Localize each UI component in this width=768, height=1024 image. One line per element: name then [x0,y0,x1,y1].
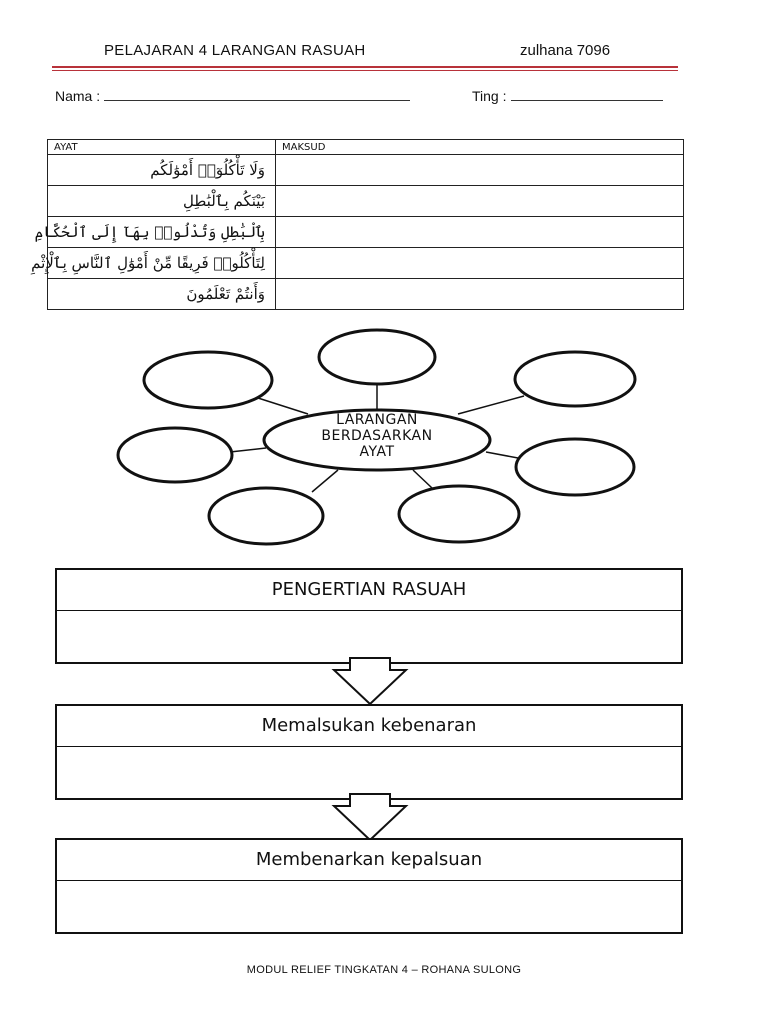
table-row [48,279,684,310]
down-arrow-icon [330,792,410,842]
connector-line [413,470,432,488]
answer-bubble-lower-right[interactable] [399,486,519,542]
flow-box-membenarkan [55,838,683,934]
footer-text: MODUL RELIEF TINGKATAN 4 – ROHANA SULONG [246,964,522,976]
connector-line [312,470,338,492]
ting-field[interactable] [472,88,663,104]
ayat-text: بِٱلْبَٰطِلِ وَتُدْلُوا۟ بِهَآ إِلَى ٱلْحُكَّامِ [48,217,276,248]
nama-label: Nama : [55,88,101,104]
flow-box-title: PENGERTIAN RASUAH [57,570,681,611]
center-label-line: BERDASARKAN [321,428,433,444]
answer-bubble-right[interactable] [516,439,634,495]
flow-box-answer-area[interactable] [57,881,681,933]
ayat-text: وَلَا تَأْكُلُوٓا۟ أَمْوَٰلَكُم [48,155,276,186]
flow-box-pengertian [55,568,683,664]
center-label-line: LARANGAN [336,412,418,428]
column-header-maksud: MAKSUD [276,140,684,155]
worksheet-title: PELAJARAN 4 LARANGAN RASUAH [104,42,366,59]
author-code: zulhana 7096 [520,42,611,59]
header-rule [52,66,678,68]
maksud-cell[interactable] [276,217,684,248]
table-row [48,248,684,279]
maksud-cell[interactable] [276,248,684,279]
maksud-cell[interactable] [276,279,684,310]
answer-bubble-upper-left[interactable] [144,352,272,408]
column-header-ayat: AYAT [48,140,276,155]
ayat-text: بَيْنَكُم بِٱلْبَٰطِلِ [48,186,276,217]
answer-bubble-upper-right[interactable] [515,352,635,406]
maksud-cell[interactable] [276,155,684,186]
table-header-row [48,140,684,155]
ayat-text: لِتَأْكُلُوا۟ فَرِيقًا مِّنْ أَمْوَٰلِ ٱلنَّاسِ بِٱلْإِثْمِ [48,248,276,279]
ting-blank[interactable] [511,88,663,101]
center-label-line: AYAT [359,444,395,460]
nama-blank[interactable] [104,88,410,101]
connector-line [230,448,266,452]
flow-box-title: Memalsukan kebenaran [57,706,681,747]
answer-bubble-lower-left[interactable] [209,488,323,544]
maksud-cell[interactable] [276,186,684,217]
answer-bubble-left[interactable] [118,428,232,482]
ayat-table [31,139,684,310]
center-bubble-label [262,412,492,460]
flow-box-title: Membenarkan kepalsuan [57,840,681,881]
flow-box-memalsukan [55,704,683,800]
ayat-text: وَأَنتُمْ تَعْلَمُونَ [48,279,276,310]
table-row [48,217,684,248]
nama-field[interactable] [55,88,410,104]
table-row [48,186,684,217]
answer-bubble-top[interactable] [319,330,435,384]
header-rule-thin [52,70,678,71]
ting-label: Ting : [472,88,507,104]
down-arrow-icon [330,656,410,706]
table-row [48,155,684,186]
